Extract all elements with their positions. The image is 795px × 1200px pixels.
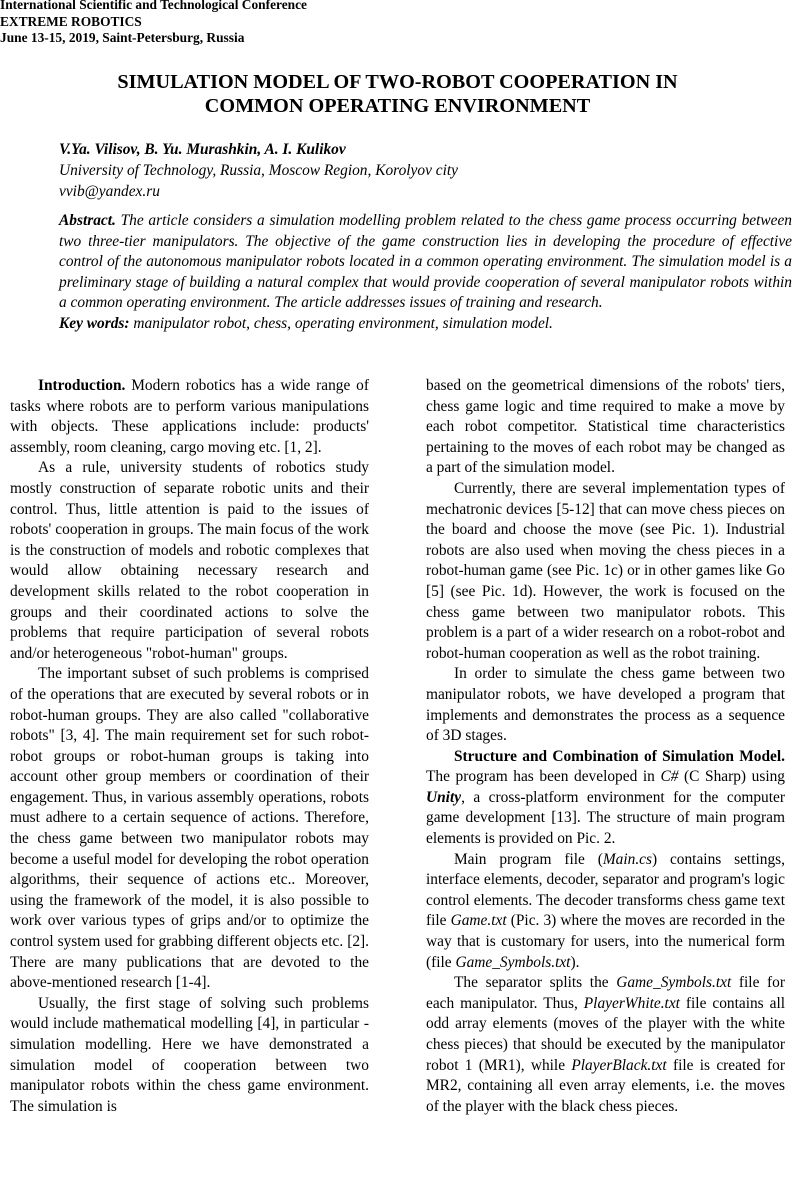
body-paragraph: In order to simulate the chess game between two manipulator robots, we have developed a program that implements and demonstrates the process as a sequence of 3D stages.: [426, 665, 785, 745]
text-run: (C Sharp) using: [678, 768, 785, 786]
csharp-term: C#: [660, 768, 679, 786]
text-run: (Pic. 3) where the moves are recorded in the way that is customary for users, into the numerical form (file: [426, 912, 786, 971]
intro-heading: Introduction.: [38, 377, 126, 394]
title-line-2: COMMON OPERATING ENVIRONMENT: [204, 95, 591, 117]
text-run: file for each manipulator. Thus,: [426, 974, 785, 1012]
text-run: The program has been developed in: [426, 768, 661, 786]
body-paragraph: based on the geometrical dimensions of the robots' tiers, chess game logic and time required to make a move by each robot competitor. Statistical time characteristics pertaining to the moves of each robot may be changed as a part of the simulation model.: [426, 377, 785, 477]
paper-title: [40, 70, 755, 118]
abstract-label: Abstract.: [59, 212, 116, 229]
intro-text: Modern robotics has a wide range of tasks where robots are to perform various manipulations with objects. These applications include: products' assembly, room cleaning, cargo moving etc. [1, 2].: [10, 377, 369, 456]
conference-series: EXTREME ROBOTICS: [0, 13, 142, 29]
left-column: [10, 376, 369, 1117]
title-line-1: SIMULATION MODEL OF TWO-ROBOT COOPERATION IN: [117, 71, 678, 93]
structure-heading: Structure and Combination of Simulation Model.: [454, 747, 785, 765]
abstract-paragraph: [59, 211, 792, 314]
text-run: file contains all odd array elements (moves of the player with the white chess pieces) that should be executed by the manipulator robot 1 (MR1), while: [426, 994, 785, 1074]
filename-game: Game.txt: [450, 912, 507, 930]
body-paragraph: The important subset of such problems is comprised of the operations that are executed by several robots or in robot-human groups. They are also called "collaborative robots" [3, 4]. The main requirement set for such robot-robot groups or robot-human groups is taking into account other group members or coordination of their engagement. Thus, in various assembly operations, robots must adhere to a certain sequence of actions. Therefore, the chess game between two manipulator robots may become a useful model for developing the robot operation algorithms, their sequence of actions etc.. Moreover, using the framework of the model, it is also possible to work over various types of grips and/or to optimize the control system used for grabbing different objects etc. [2]. There are many publications that are devoted to the above-mentioned research [1-4].: [10, 665, 369, 992]
text-run: , a cross-platform environment for the computer game development [13]. The structure of main program elements is provided on Pic. 2.: [426, 788, 785, 848]
intro-paragraph: [10, 376, 369, 458]
text-run: The separator splits the: [454, 974, 617, 992]
authors: V.Ya. Vilisov, B. Yu. Murashkin, A. I. Kulikov: [59, 141, 346, 158]
text-run: ) contains settings, interface elements, decoder, separator and program's logic control elements. The decoder transforms chess game text file: [426, 850, 785, 930]
text-run: ).: [570, 953, 580, 971]
filename-symbols: Game_Symbols.txt: [616, 974, 732, 992]
text-run: Main program file (: [454, 850, 603, 868]
right-column: [426, 376, 785, 1117]
abstract: [59, 211, 792, 335]
body-paragraph: [426, 973, 785, 1117]
conference-header: [0, 0, 307, 47]
filename-main: Main.cs: [602, 850, 652, 868]
keywords-text: manipulator robot, chess, operating environment, simulation model.: [129, 314, 553, 332]
abstract-text: The article considers a simulation modelling problem related to the chess game process occurring between two three-tier manipulators. The objective of the game construction lies in developing the procedure of effective control of the autonomous manipulator robots located in a common operating environment. The simulation model is a preliminary stage of building a natural complex that would provide cooperation of several manipulator robots within a common operating environment. The article addresses issues of training and research.: [59, 212, 792, 312]
keywords-label: Key words:: [59, 314, 130, 332]
affiliation: University of Technology, Russia, Moscow Region, Korolyov city: [59, 162, 458, 179]
unity-term: Unity: [426, 788, 462, 806]
email: vvib@yandex.ru: [59, 183, 160, 200]
body-paragraph: Usually, the first stage of solving such problems would include mathematical modelling [4], in particular - simulation modelling. Here we have demonstrated a simulation model of cooperation between two manipulator robots within the chess game environment. The simulation is: [10, 994, 369, 1115]
body-paragraph: As a rule, university students of robotics study mostly construction of separate robotic units and their control. Thus, little attention is paid to the issues of robots' cooperation in groups. The main focus of the work is the construction of models and robotic complexes that would allow obtaining necessary research and development skills related to the robot cooperation in groups and their coordinated actions to solve the problems that require participation of several robots and/or heterogeneous "robot-human" groups.: [10, 459, 369, 662]
body-paragraph: Currently, there are several implementation types of mechatronic devices [5-12] that can move chess pieces on the board and choose the move (see Pic. 1). Industrial robots are also used when moving the chess pieces in a robot-human game (see Pic. 1c) or in other games like Go [5] (see Pic. 1d). However, the work is focused on the chess game between two manipulator robots. This problem is a part of a wider research on a robot-robot and robot-human cooperation as well as the robot training.: [426, 479, 785, 662]
conference-dates: June 13-15, 2019, Saint-Petersburg, Russia: [0, 30, 245, 45]
keywords-paragraph: [59, 314, 792, 335]
structure-paragraph: [426, 747, 785, 850]
text-run: file is created for MR2, containing all even array elements, i.e. the moves of the player with the black chess pieces.: [426, 1056, 785, 1115]
filename-symbols: Game_Symbols.txt: [455, 953, 571, 971]
filename-black: PlayerBlack.txt: [571, 1056, 667, 1074]
filename-white: PlayerWhite.txt: [583, 994, 680, 1012]
conference-name: International Scientific and Technological Conference: [0, 0, 307, 12]
body-paragraph: [426, 850, 785, 974]
